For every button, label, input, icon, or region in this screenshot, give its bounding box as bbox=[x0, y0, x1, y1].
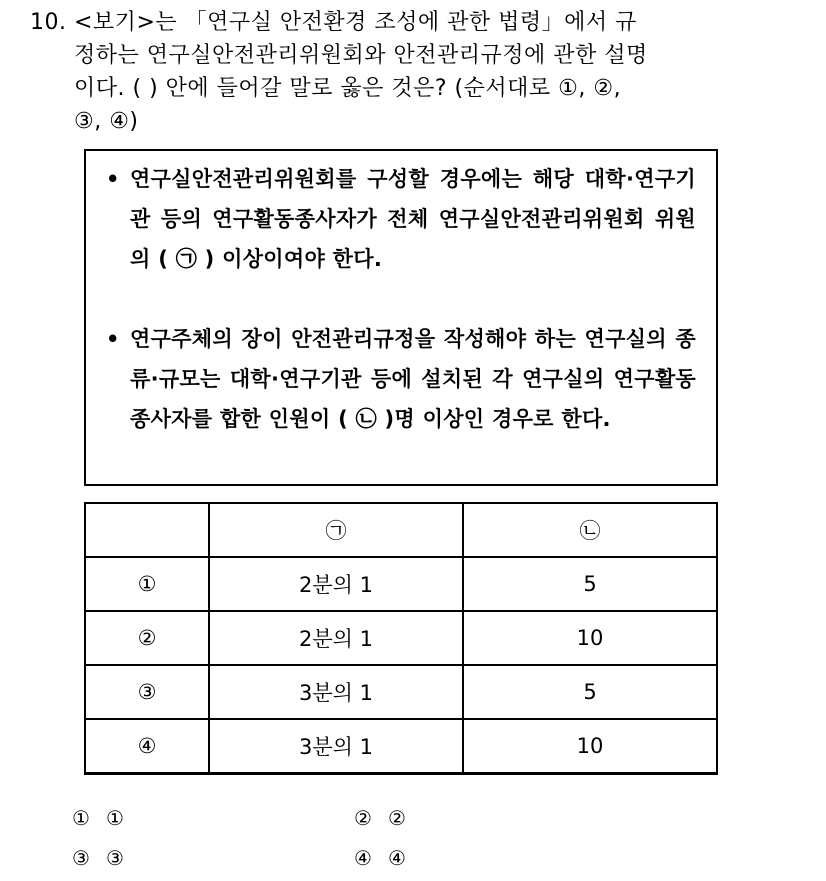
table-header-row bbox=[85, 503, 717, 557]
option-value: ③ bbox=[106, 846, 124, 870]
choices-table bbox=[84, 502, 718, 775]
option-marker: ④ bbox=[354, 846, 372, 870]
question-line-3: 이다. ( ) 안에 들어갈 말로 옳은 것은? (순서대로 ①, ②, bbox=[74, 76, 622, 101]
option-marker: ③ bbox=[72, 846, 90, 870]
answer-option-1[interactable] bbox=[72, 806, 124, 830]
table-row bbox=[85, 665, 717, 719]
table-cell: 5 bbox=[463, 665, 717, 719]
bullet-icon: • bbox=[106, 167, 120, 191]
bogi-box bbox=[84, 149, 718, 486]
table-header-cell: ㉠ bbox=[209, 503, 463, 557]
table-row bbox=[85, 557, 717, 611]
bullet-icon: • bbox=[106, 327, 120, 351]
bogi-item-2 bbox=[106, 319, 696, 439]
table-row bbox=[85, 719, 717, 774]
bogi-item-text: 연구실안전관리위원회를 구성할 경우에는 해당 대학·연구기관 등의 연구활동종사자가 전체 연구실안전관리위원회 위원의 ( ㉠ ) 이상이여야 한다. bbox=[130, 167, 696, 271]
table-cell: 3분의 1 bbox=[209, 665, 463, 719]
table-row bbox=[85, 611, 717, 665]
option-marker: ① bbox=[72, 806, 90, 830]
question-stem bbox=[30, 6, 810, 138]
table-header-cell: ㉡ bbox=[463, 503, 717, 557]
table-cell: 3분의 1 bbox=[209, 719, 463, 774]
table-cell: 5 bbox=[463, 557, 717, 611]
answer-option-4[interactable] bbox=[354, 846, 406, 870]
option-marker: ② bbox=[354, 806, 372, 830]
table-cell: ③ bbox=[85, 665, 209, 719]
table-cell: 10 bbox=[463, 611, 717, 665]
table-cell: ② bbox=[85, 611, 209, 665]
table-header-cell bbox=[85, 503, 209, 557]
answer-option-2[interactable] bbox=[354, 806, 406, 830]
table-cell: 10 bbox=[463, 719, 717, 774]
option-value: ② bbox=[388, 806, 406, 830]
table-cell: ① bbox=[85, 557, 209, 611]
bogi-item-text: 연구주체의 장이 안전관리규정을 작성해야 하는 연구실의 종류·규모는 대학·연구기관 등에 설치된 각 연구실의 연구활동종사자를 합한 인원이 ( ㉡ )명 이상인 경우로 한다. bbox=[130, 327, 696, 431]
question-line-1: 10. <보기>는 「연구실 안전환경 조성에 관한 법령」에서 규 bbox=[30, 6, 810, 39]
question-number: 10. bbox=[30, 10, 67, 35]
option-value: ④ bbox=[388, 846, 406, 870]
table-cell: ④ bbox=[85, 719, 209, 774]
table-cell: 2분의 1 bbox=[209, 611, 463, 665]
option-value: ① bbox=[106, 806, 124, 830]
table-cell: 2분의 1 bbox=[209, 557, 463, 611]
answer-option-3[interactable] bbox=[72, 846, 124, 870]
question-line-4: ③, ④) bbox=[74, 109, 139, 134]
question-line-2: 정하는 연구실안전관리위원회와 안전관리규정에 관한 설명 bbox=[74, 43, 648, 68]
bogi-item-1 bbox=[106, 159, 696, 279]
